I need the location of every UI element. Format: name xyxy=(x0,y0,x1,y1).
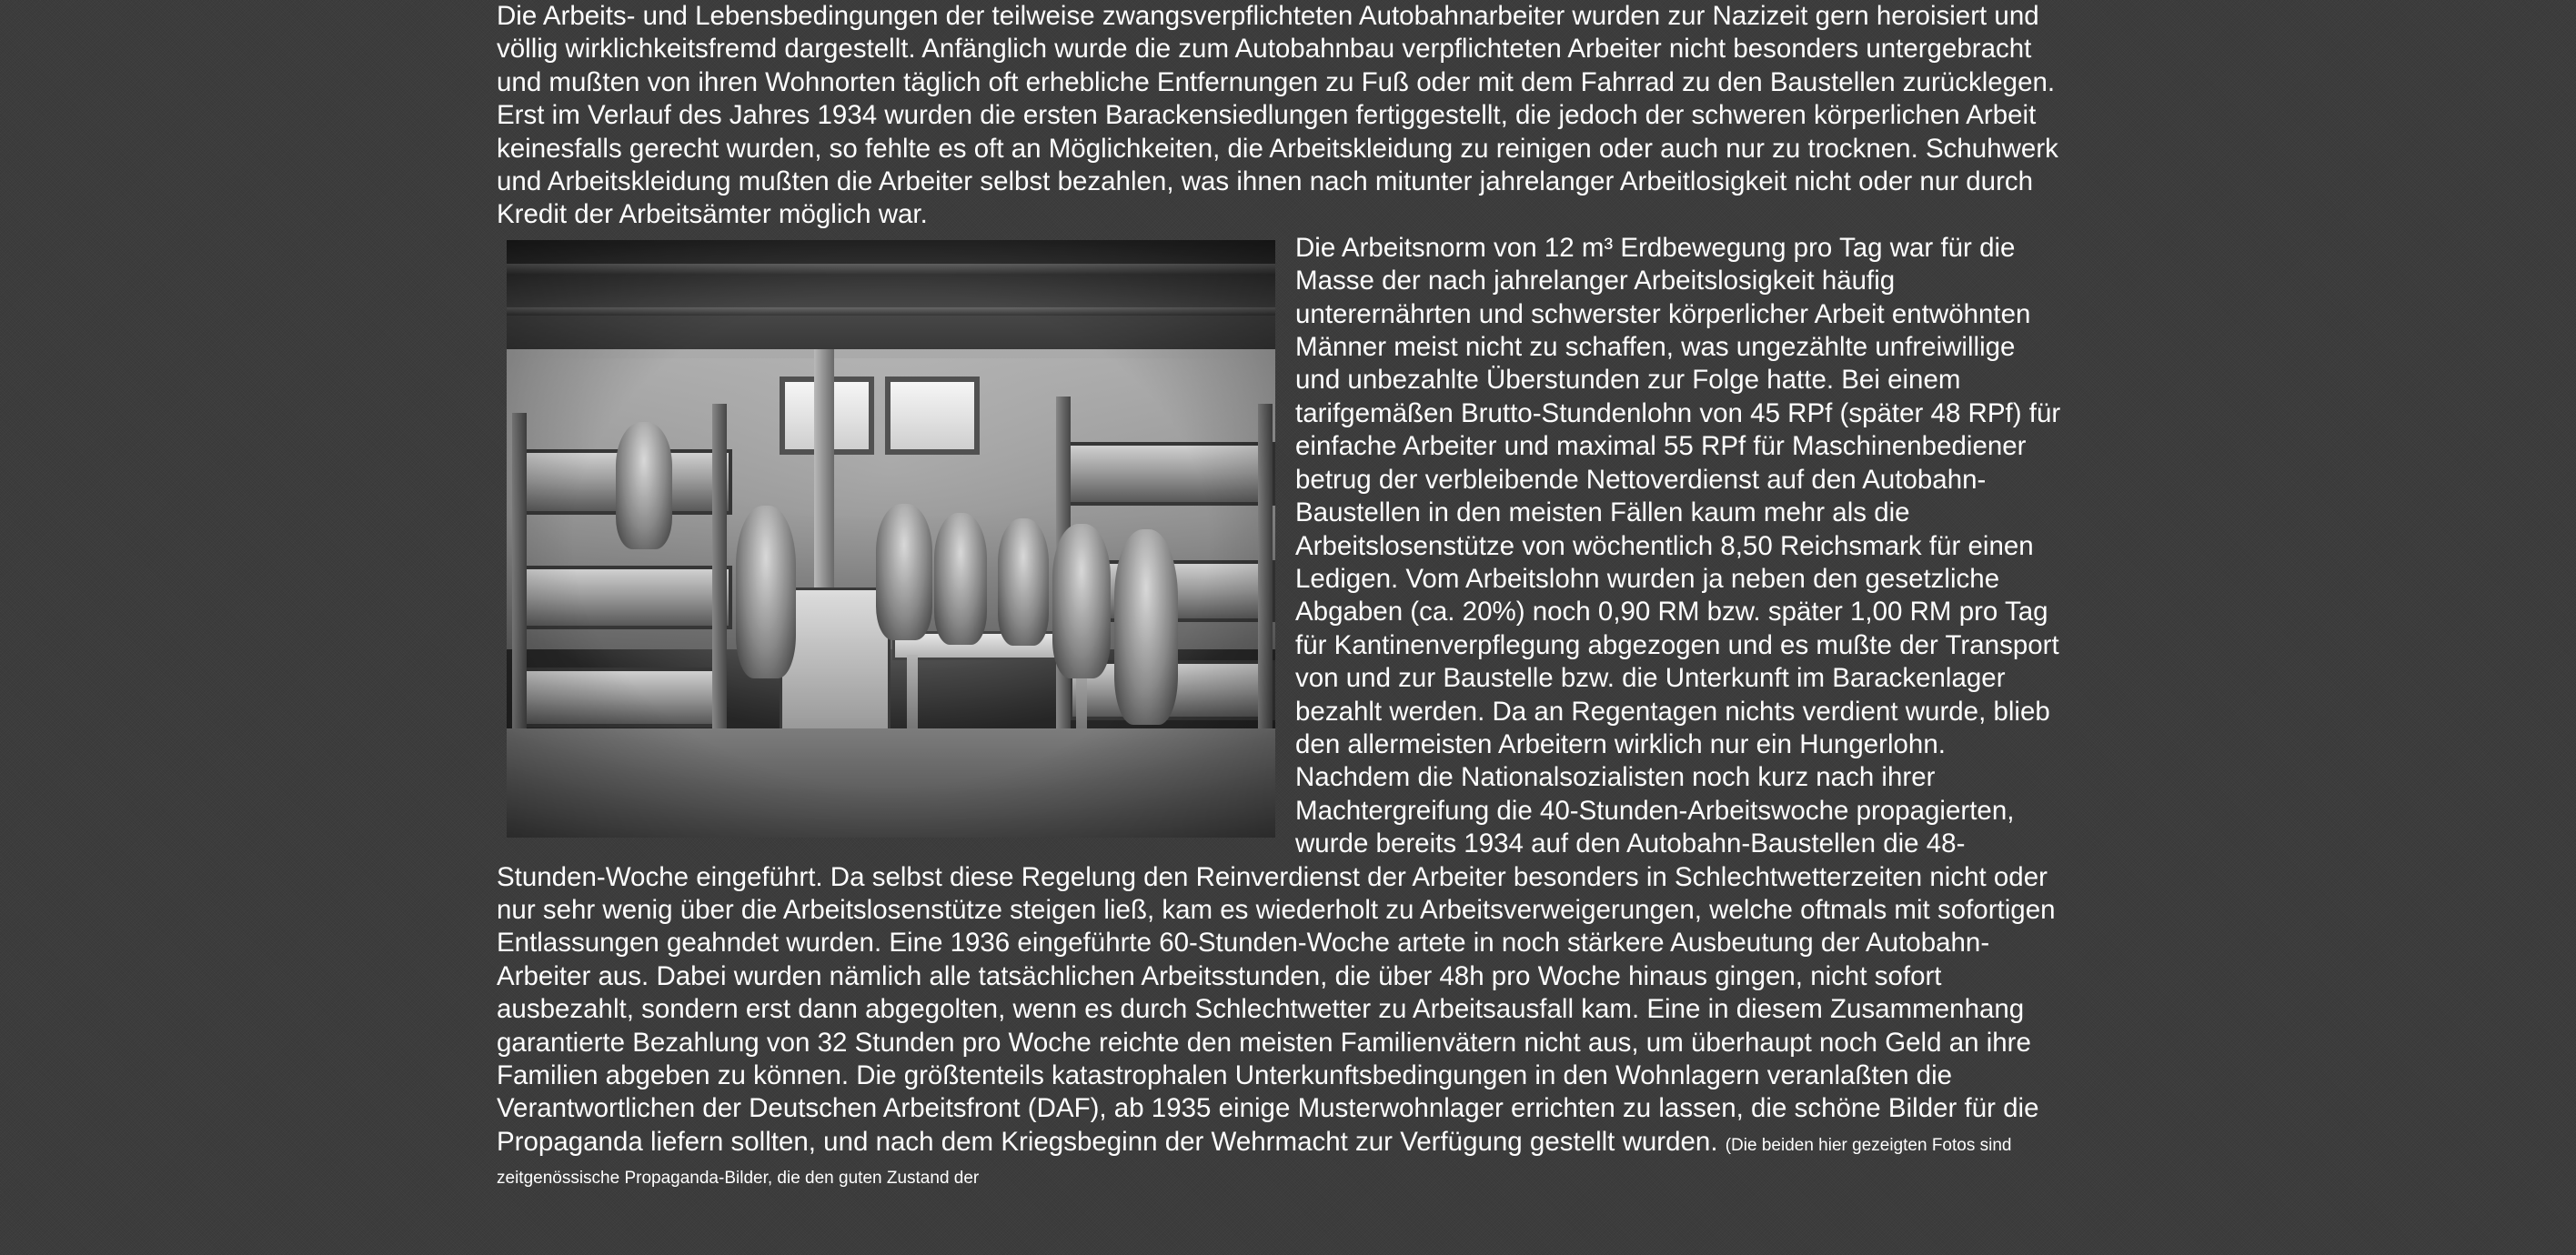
photo-person xyxy=(934,513,987,645)
photo-bunk-bed xyxy=(519,668,727,728)
photo-ceiling xyxy=(507,240,1275,358)
photo-person xyxy=(736,506,796,678)
photo-person xyxy=(1114,529,1178,725)
paragraph-2-text: Die Arbeitsnorm von 12 m³ Erdbewegung pro Tag war für die Masse der nach jahrelanger Arbeitslosigkeit häufig unterernährten und schwerster körperlicher Arbeit entwöhnten Männer meist nicht zu schaffen, was ungezählte unfreiwillige und unbezahlte Überstunden zur Folge hatte. Bei einem tarifgemäßen Brutto-Stundenlohn von 45 RPf (später 48 RPf) für einfache Arbeiter und maximal 55 RPf für Maschinenbediener betrug der verbleibende Nettoverdienst auf den Autobahn-Baustellen in den meisten Fällen kaum mehr als die Arbeitslosenstütze von wöchentlich 8,50 Reichsmark für einen Ledigen. Vom Arbeitslohn wurden ja neben den gesetzliche Abgaben (ca. 20%) noch 0,90 RM bzw. später 1,00 RM pro Tag für Kantinenverpflegung abgezogen und es mußte der Transport von und zur Baustelle bzw. die Unterkunft im Barackenlager bezahlt werden. Da an Regentagen nichts verdient wurde, blieb den allermeisten Arbeitern wirklich nur ein Hungerlohn. Nachdem die Nationalsozialisten noch kurz nach ihrer Machtergreifung die 40-Stunden-Arbeitswoche propagierten, wurde bereits 1934 auf den Autobahn-Baustellen die 48-Stunden-Woche eingeführt. Da selbst diese Regelung den Reinverdienst der Arbeiter besonders in Schlechtwetterzeiten nicht oder nur sehr wenig über die Arbeitslosenstütze steigen ließ, kam es wiederholt zu Arbeitsverweigerungen, welche oftmals mit sofortigen Entlassungen geahndet wurden. Eine 1936 eingeführte 60-Stunden-Woche artete in noch stärkere Ausbeutung der Autobahn-Arbeiter aus. Dabei wurden nämlich alle tatsächlichen Arbeitsstunden, die über 48h pro Woche hinaus gingen, nicht sofort ausbezahlt, sondern erst dann abgegolten, wenn es durch Schlechtwetter zu Arbeitsausfall kam. Eine in diesem Zusammenhang garantierte Bezahlung von 32 Stunden pro Woche reichte den meisten Familienvätern nicht aus, um überhaupt noch Geld an ihre Familien abgeben zu können. Die größtenteils katastrophalen Unterkunftsbedingungen in den Wohnlagern veranlaßten die Verantwortlichen der Deutschen Arbeitsfront (DAF), ab 1935 einige Musterwohnlager errichten zu lassen, die schöne Bilder für die Propaganda liefern sollten, und nach dem Kriegsbeginn der Wehrmacht zur Verfügung gestellt wurden. xyxy=(497,232,2061,1157)
photo-person xyxy=(876,504,932,640)
photo-image xyxy=(507,240,1275,838)
photo-bunk-bed xyxy=(1063,442,1275,506)
photo-beam xyxy=(507,307,1275,316)
photo-person xyxy=(1052,524,1111,678)
photo-caption: (Die beiden hier gezeigten Fotos sind zeitgenössische Propaganda-Bilder, die den guten Zustand der xyxy=(497,1135,2012,1189)
photo-stove-pipe xyxy=(814,349,834,595)
photo-beam xyxy=(507,264,1275,275)
photo-person xyxy=(616,422,672,549)
photo-floor xyxy=(507,728,1275,838)
photo-bunk-bed xyxy=(516,566,732,629)
paragraph-1: Die Arbeits- und Lebensbedingungen der teilweise zwangsverpflichteten Autobahnarbeiter wurden zur Nazizeit gern heroisiert und völlig wirklichkeitsfremd dargestellt. Anfänglich wurde die zum Autobahnbau verpflichteten Arbeiter nicht besonders untergebracht und mußten von ihren Wohnorten täglich oft erhebliche Entfernungen zu Fuß oder mit dem Fahrrad zu den Baustellen zurücklegen. Erst im Verlauf des Jahres 1934 wurden die ersten Barackensiedlungen fertiggestellt, die jedoch der schweren körperlichen Arbeit keinesfalls gerecht wurden, so fehlte es oft an Möglichkeiten, die Arbeitskleidung zu reinigen oder auch nur zu trocknen. Schuhwerk und Arbeitskleidung mußten die Arbeiter selbst bezahlen, was ihnen nach mitunter jahrelanger Arbeitlosigkeit nicht oder nur durch Kredit der Arbeitsämter möglich war. xyxy=(497,1,2058,230)
barracks-photo xyxy=(507,240,1275,838)
photo-person xyxy=(998,518,1049,646)
photo-window xyxy=(885,376,980,455)
article-content xyxy=(497,0,2061,1192)
